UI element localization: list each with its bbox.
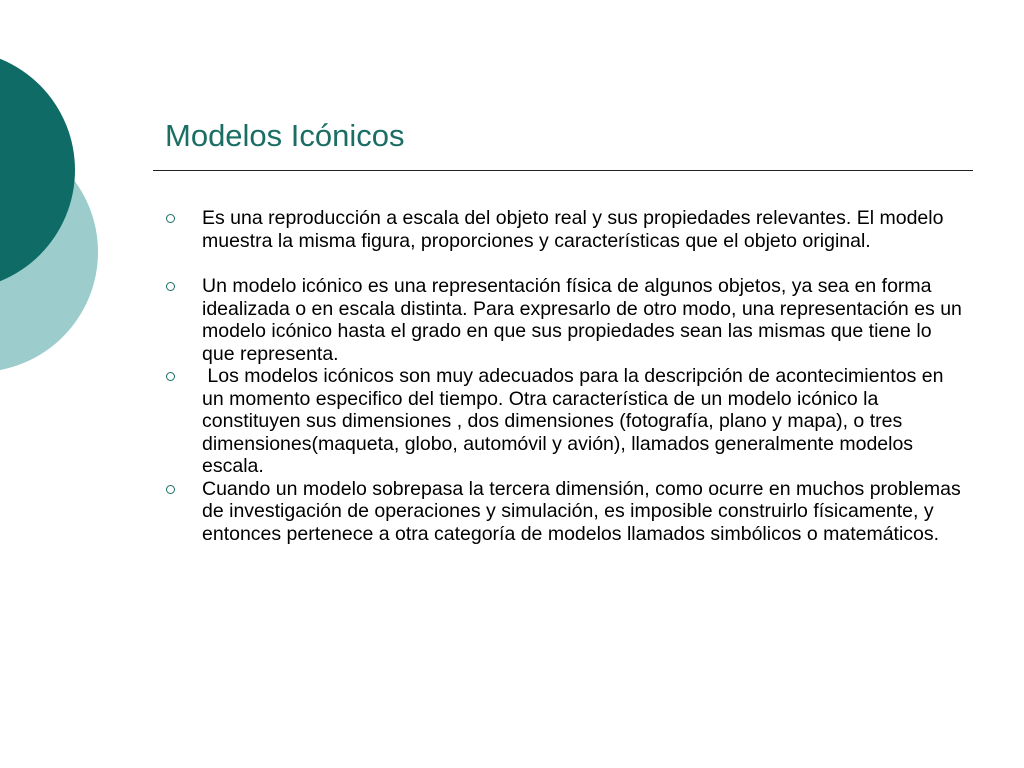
bullet-text: Los modelos icónicos son muy adecuados para la descripción de acontecimientos en un momento especifico del tiempo. Otra característica de un modelo icónico la constituyen sus dimensiones , dos dimensiones (fotografía, plano y mapa), o tres dimensiones(maqueta, globo, automóvil y avión), llamados generalmente modelos escala. bbox=[202, 365, 949, 477]
bullet-item bbox=[162, 365, 962, 478]
bullet-text: Es una reproducción a escala del objeto real y sus propiedades relevantes. El modelo muestra la misma figura, proporciones y características que el objeto original. bbox=[202, 207, 944, 252]
bullet-list bbox=[162, 207, 962, 545]
bullet-text: Cuando un modelo sobrepasa la tercera dimensión, como ocurre en muchos problemas de investigación de operaciones y simulación, es imposible construirlo físicamente, y entonces pertenece a otra categoría de modelos llamados simbólicos o matemáticos. bbox=[202, 477, 961, 545]
slide-title: Modelos Icónicos bbox=[165, 118, 405, 153]
decorative-circles bbox=[0, 0, 110, 420]
bullet-item bbox=[162, 275, 962, 365]
hollow-circle-bullet-icon bbox=[166, 372, 175, 381]
hollow-circle-bullet-icon bbox=[166, 485, 175, 494]
hollow-circle-bullet-icon bbox=[166, 282, 175, 291]
title-divider bbox=[153, 170, 973, 171]
bullet-text: Un modelo icónico es una representación física de algunos objetos, ya sea en forma idealizada o en escala distinta. Para expresarlo de otro modo, una representación es un modelo icónico hasta el grado en que sus propiedades sean las mismas que tiene lo que representa. bbox=[202, 275, 962, 365]
bullet-item bbox=[162, 478, 962, 546]
hollow-circle-bullet-icon bbox=[166, 214, 175, 223]
bullet-item bbox=[162, 207, 962, 252]
